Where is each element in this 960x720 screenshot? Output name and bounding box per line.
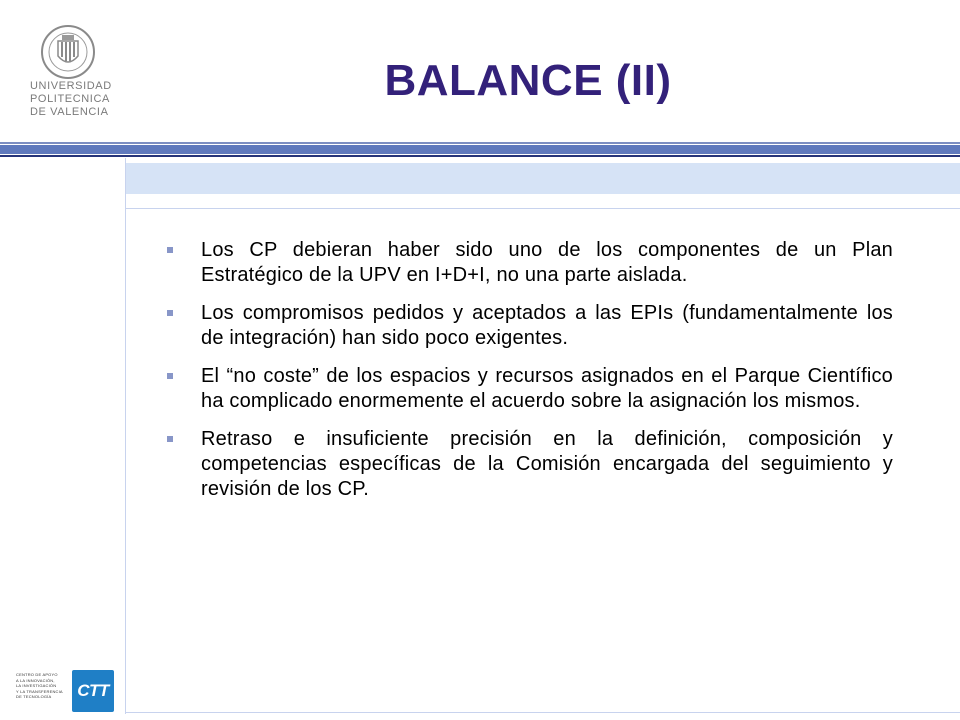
ctt-line-3: LA INVESTIGACIÓN [16, 683, 57, 688]
ctt-letters: CTT [77, 681, 109, 700]
upv-name-line-1: UNIVERSIDAD [30, 80, 112, 92]
list-item [163, 364, 893, 414]
ctt-line-5: DE TECNOLOGÍA [16, 694, 52, 699]
list-item [163, 427, 893, 502]
bottom-rule [126, 712, 960, 713]
ctt-line-4: Y LA TRANSFERENCIA [16, 688, 63, 694]
list-item [163, 238, 893, 288]
upv-name-line-2: POLITECNICA [30, 93, 110, 105]
subheader-rule [126, 208, 960, 209]
list-item-text: El “no coste” de los espacios y recursos asignados en el Parque Científico ha complicado enormemente el acuerdo sobre la asignación los mismos. [201, 365, 893, 412]
ctt-description [16, 672, 70, 700]
square-bullet-icon [167, 310, 173, 316]
list-item [163, 301, 893, 351]
ctt-line-2: A LA INNOVACIÓN, [16, 677, 55, 683]
ctt-logo [12, 668, 116, 714]
list-item-text: Los CP debieran haber sido uno de los componentes de un Plan Estratégico de la UPV en I+D+I, no una parte aislada. [201, 239, 893, 286]
title-divider-band [0, 142, 960, 158]
left-vertical-rule [125, 158, 126, 714]
slide-title: BALANCE (II) [384, 56, 672, 105]
square-bullet-icon [167, 247, 173, 253]
subheader-bar [126, 163, 960, 194]
list-item-text: Los compromisos pedidos y aceptados a las EPIs (fundamentalmente los de integración) han sido poco exigentes. [201, 302, 893, 349]
list-item-text: Retraso e insuficiente precisión en la definición, composición y competencias específicas de la Comisión encargada del seguimiento y revisión de los CP. [201, 428, 893, 500]
square-bullet-icon [167, 373, 173, 379]
square-bullet-icon [167, 436, 173, 442]
ctt-line-1: CENTRO DE APOYO [16, 672, 58, 677]
upv-name-line-3: DE VALENCIA [30, 106, 109, 118]
ctt-mark-icon [72, 670, 114, 712]
bullet-list [163, 238, 893, 515]
